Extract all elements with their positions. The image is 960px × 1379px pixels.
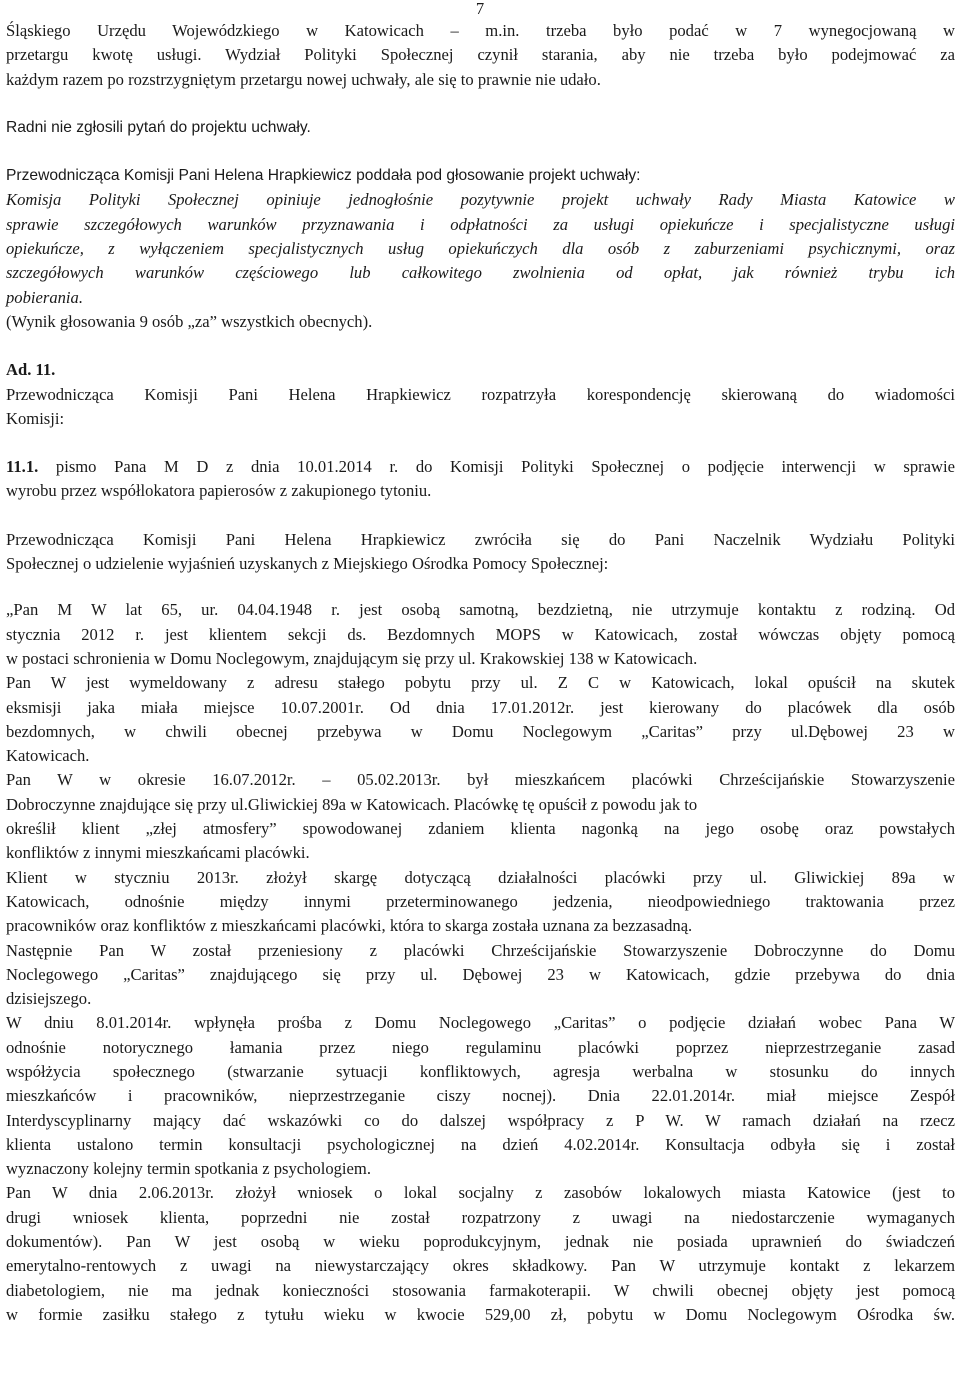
text-line: klienta ustalono termin konsultacji psychologicznej na dzień 4.02.2014r. Konsultacja odbyła się i został: [6, 1134, 955, 1154]
page-number: 7: [475, 0, 485, 18]
text-line: pobierania.: [6, 287, 83, 307]
text-line: Klient w styczniu 2013r. złożył skargę dotyczącą działalności placówki przy ul. Gliwickiej 89a w: [6, 867, 955, 887]
paragraph-opinion: [6, 188, 955, 309]
text-line: przetargu kwotę usługi. Wydział Polityki Społecznej czynił starania, aby nie trzeba było podejmować za: [6, 45, 955, 65]
text-line: drugi wniosek klienta, poprzedni nie został rozpatrzony z uwagi na niedostarczenie wymaganych: [6, 1207, 955, 1227]
paragraph-vote-intro: Przewodnicząca Komisji Pani Helena Hrapkiewicz poddała pod głosowanie projekt uchwały:: [6, 167, 641, 185]
letter-text: pismo Pana M D z dnia 10.01.2014 r. do Komisji Polityki Społecznej o podjęcie interwencji w sprawie: [55, 457, 955, 477]
document-body: [6, 19, 955, 1327]
text-line: Dobroczynne znajdujące się przy ul.Gliwickiej 89a w Katowicach. Placówkę tę opuścił z powodu jak to: [6, 794, 698, 814]
paragraph-intro: [6, 19, 955, 92]
text-line: dokumentów). Pan W jest osobą w wieku poprodukcyjnym, jednak nie posiada uprawnień do świadczeń: [6, 1232, 955, 1252]
text-line: diabetologiem, nie ma jednak konieczności stosowania farmakoterapii. W chwili obecnej objęty jest pomocą: [6, 1280, 955, 1300]
text-line: Pan W dnia 2.06.2013r. złożył wniosek o lokal socjalny z zasobów lokalowych miasta Katowice (jest to: [6, 1183, 955, 1203]
text-line: Pan W w okresie 16.07.2012r. – 05.02.2013r. był mieszkańcem placówki Chrześcijańskie Stowarzyszenie: [6, 770, 955, 790]
text-line: Śląskiego Urzędu Wojewódzkiego w Katowicach – m.in. trzeba było podać w 7 wynegocjowaną w: [6, 21, 955, 40]
text-line: pracowników oraz konfliktów z mieszkańcami placówki, która to skarga została uznana za bezzasadną.: [6, 916, 693, 936]
paragraph-letter: [6, 455, 955, 504]
text-line: Pan W jest wymeldowany z adresu stałego pobytu przy ul. Z C w Katowicach, lokal opuścił na skutek: [6, 673, 955, 693]
text-line: [6, 455, 955, 479]
text-line: konfliktów z innymi mieszkańcami placówki.: [6, 843, 310, 863]
text-line: Komisja Polityki Społecznej opiniuje jednogłośnie pozytywnie projekt uchwały Rady Miasta Katowice w: [6, 190, 955, 210]
text-line: Przewodnicząca Komisji Pani Helena Hrapkiewicz zwróciła się do Pani Naczelnik Wydziału Polityki: [6, 529, 955, 549]
text-line: Komisji:: [6, 408, 65, 428]
letter-number: 11.1.: [6, 457, 39, 477]
paragraph-explanation: [6, 598, 955, 1327]
text-line: w postaci schronienia w Domu Noclegowym, znajdującym się przy ul. Krakowskiej 138 w Katowicach.: [6, 648, 698, 668]
text-line: Interdyscyplinarny mający dać wskazówki co do dalszej współpracy z P W. W ramach działań na rzecz: [6, 1110, 955, 1130]
text-line: eksmisji jaka miała miejsce 10.07.2001r. Od dnia 17.01.2012r. jest kierowany do placówek dla osób: [6, 697, 955, 717]
paragraph-correspondence: [6, 383, 955, 432]
text-line: dzisiejszego.: [6, 989, 92, 1009]
text-line: Katowicach, odnośnie między innymi przeterminowanego jedzenia, nieodpowiedniego traktowania przez: [6, 891, 955, 911]
text-line: Przewodnicząca Komisji Pani Helena Hrapkiewicz rozpatrzyła korespondencję skierowaną do wiadomości: [6, 384, 955, 404]
text-line: w formie zasiłku stałego z tytułu wieku w kwocie 529,00 zł, pobytu w Domu Noclegowym Ośrodka św.: [6, 1304, 955, 1324]
text-line: sprawie szczegółowych warunków przyznawania i odpłatności za usługi opiekuńcze i specjalistyczne usługi: [6, 214, 955, 234]
text-line: Społecznej o udzielenie wyjaśnień uzyskanych z Miejskiego Ośrodka Pomocy Społecznej:: [6, 554, 609, 574]
text-line: odnośnie notorycznego łamania przez niego regulaminu placówki poprzez nieprzestrzeganie zasad: [6, 1037, 955, 1057]
text-line: wyznaczony kolejny termin spotkania z psychologiem.: [6, 1159, 371, 1179]
text-line: każdym razem po rozstrzygniętym przetargu nowej uchwały, ale się to prawnie nie udało.: [6, 69, 601, 89]
text-line: współżycia społecznego (stwarzanie sytuacji konfliktowych, agresja werbalna w stosunku do innych: [6, 1061, 955, 1081]
text-line: szczegółowych warunków częściowego lub całkowitego zwolnienia od opłat, jak również trybu ich: [6, 263, 955, 283]
text-line: mieszkańców i pracowników, nieprzestrzeganie ciszy nocnej). Dnia 22.01.2014r. miał miejsce Zespół: [6, 1086, 955, 1106]
agenda-heading: Ad. 11.: [6, 360, 56, 380]
text-line: wyrobu przez współlokatora papierosów z zakupionego tytoniu.: [6, 481, 432, 501]
text-line: „Pan M W lat 65, ur. 04.04.1948 r. jest osobą samotną, bezdzietną, nie utrzymuje kontaktu z rodziną. Od: [6, 600, 955, 620]
text-line: Katowicach.: [6, 746, 90, 766]
vote-result: (Wynik głosowania 9 osób „za” wszystkich obecnych).: [6, 311, 373, 331]
paragraph-no-questions: Radni nie zgłosili pytań do projektu uchwały.: [6, 118, 311, 136]
text-line: stycznia 2012 r. jest klientem sekcji ds. Bezdomnych MOPS w Katowicach, został wówczas objęty pomocą: [6, 624, 955, 644]
text-line: opiekuńcze, z wyłączeniem specjalistycznych usług opiekuńczych dla osób z zaburzeniami psychicznymi, oraz: [6, 239, 955, 259]
text-line: Następnie Pan W został przeniesiony z placówki Chrześcijańskie Stowarzyszenie Dobroczynne do Domu: [6, 940, 955, 960]
paragraph-request: [6, 528, 955, 577]
text-line: W dniu 8.01.2014r. wpłynęła prośba z Domu Noclegowego „Caritas” o podjęcie działań wobec Pana W: [6, 1013, 955, 1033]
text-line: emerytalno-rentowych z uwagi na niewystarczający okres składkowy. Pan W utrzymuje kontakt z lekarzem: [6, 1256, 955, 1276]
text-line: Noclegowego „Caritas” znajdującego się przy ul. Dębowej 23 w Katowicach, gdzie przebywa do dnia: [6, 964, 955, 984]
text-line: określił klient „złej atmosfery” spowodowanej zdaniem klienta nagonką na jego osobę oraz powstałych: [6, 819, 955, 839]
text-line: bezdomnych, w chwili obecnej przebywa w Domu Noclegowym „Caritas” przy ul.Dębowej 23 w: [6, 721, 955, 741]
